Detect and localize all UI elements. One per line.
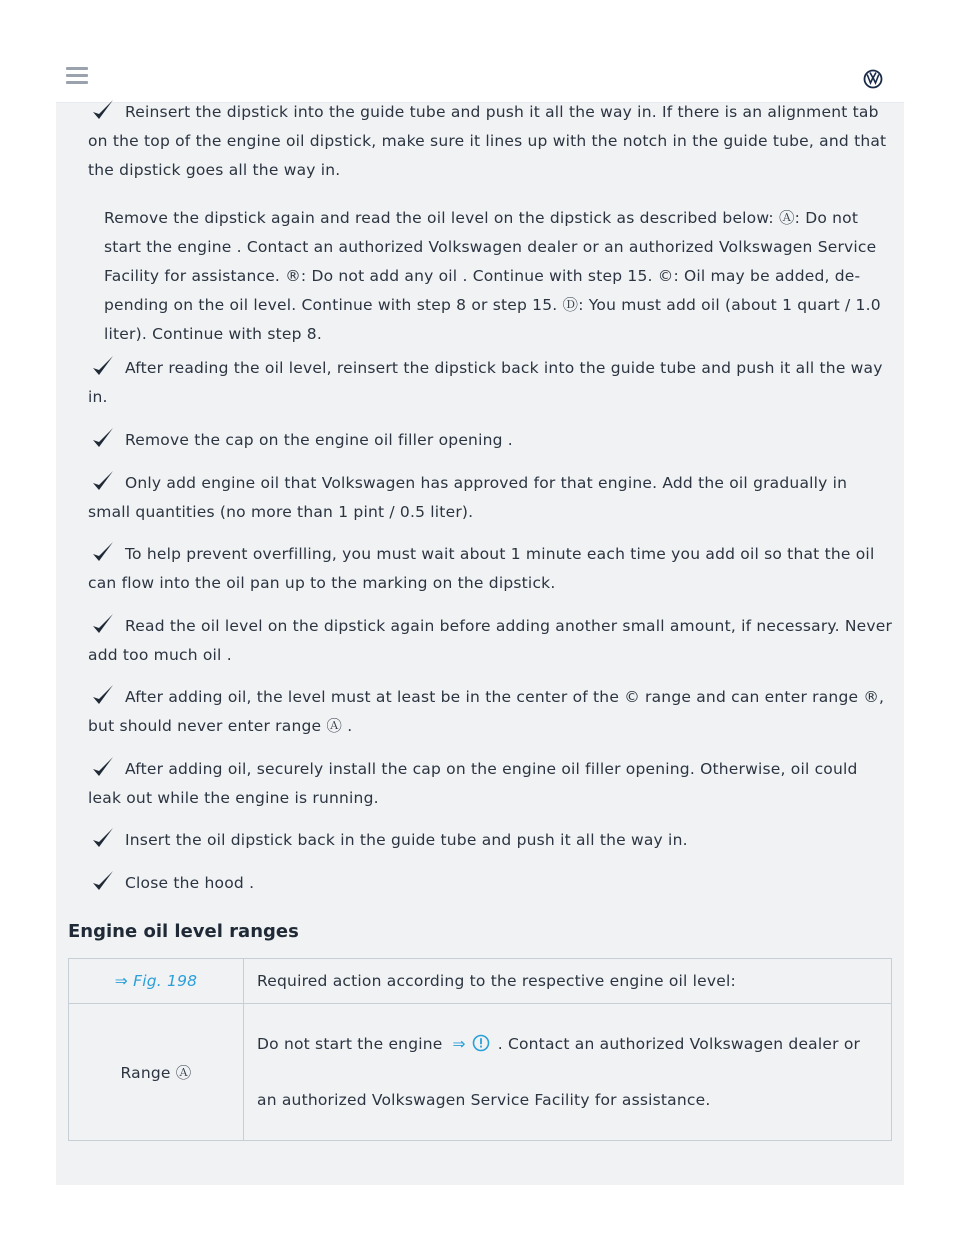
step-item [88,354,894,412]
step-item [88,469,894,527]
step-item [88,826,894,855]
vw-logo-icon[interactable] [863,69,883,89]
step-text: Read the oil level on the dipstick again before adding another small amount, if necessary. Never add too much oil . [88,617,893,664]
checkmark-icon [91,613,115,635]
step-text: Only add engine oil that Volkswagen has approved for that engine. Add the oil gradually in small quantities (no more than 1 pint / 0.5 liter). [88,474,848,521]
content-area [56,103,904,1185]
oil-level-paragraph: Remove the dipstick again and read the oil level on the dipstick as described below: Ⓐ: Do not start the engine . Contact an authorized Volkswagen dealer or an authorized Volkswagen Service Facility for assistance. ®: Do not add any oil . Continue with step 15. ©: Oil may be added, de-pending on the oil level. Continue with step 8 or step 15. Ⓓ: You must add oil (about 1 quart / 1.0 liter). Continue with step 8. [104,209,881,343]
step-text: To help prevent overfilling, you must wait about 1 minute each time you add oil so that the oil can flow into the oil pan up to the marking on the dipstick. [88,545,875,592]
table-header-cell [69,959,244,1004]
checkmark-icon [91,756,115,778]
step-text: After adding oil, securely install the cap on the engine oil filler opening. Otherwise, oil could leak out while the engine is running. [88,760,858,807]
warning-icon[interactable] [472,1034,490,1052]
checkmark-icon [91,355,115,377]
table-header-cell: Required action according to the respective engine oil level: [244,959,892,1004]
step-item [88,683,894,741]
step-item [88,98,894,185]
warning-link-arrow[interactable]: ⇒ [452,1035,466,1053]
action-text: . Contact an authorized Volkswagen dealer or [497,1035,861,1053]
top-bar [56,50,904,103]
action-text: Do not start the engine [257,1035,443,1053]
step-item [88,612,894,670]
step-text: After adding oil, the level must at least be in the center of the © range and can enter range ®, but should never enter range Ⓐ . [88,688,885,735]
figure-reference-link[interactable]: ⇒ Fig. 198 [114,972,198,990]
hamburger-menu-icon[interactable] [66,67,88,85]
step-text: Close the hood . [125,874,255,892]
step-text: Insert the oil dipstick back in the guide tube and push it all the way in. [125,831,688,849]
action-line [257,1016,890,1072]
oil-level-ranges-table [68,958,892,1141]
checkmark-icon [91,870,115,892]
step-text: Remove the cap on the engine oil filler opening . [125,431,513,449]
table-header-row [69,959,892,1004]
checkmark-icon [91,541,115,563]
checkmark-icon [91,99,115,121]
range-cell: Range Ⓐ [69,1004,244,1141]
checkmark-icon [91,684,115,706]
checkmark-icon [91,470,115,492]
step-item [88,755,894,813]
step-text: After reading the oil level, reinsert the dipstick back into the guide tube and push it all the way in. [88,359,883,406]
section-title: Engine oil level ranges [68,921,299,942]
step-text: Reinsert the dipstick into the guide tube and push it all the way in. If there is an alignment tab on the top of the engine oil dipstick, make sure it lines up with the notch in the guide tube, and that the dipstick goes all the way in. [88,103,887,179]
action-cell [244,1004,892,1141]
step-item [88,540,894,598]
action-line: an authorized Volkswagen Service Facility for assistance. [257,1091,711,1109]
step-item [88,869,894,898]
checkmark-icon [91,427,115,449]
checkmark-icon [91,827,115,849]
step-item [88,426,894,455]
table-row [69,1004,892,1141]
